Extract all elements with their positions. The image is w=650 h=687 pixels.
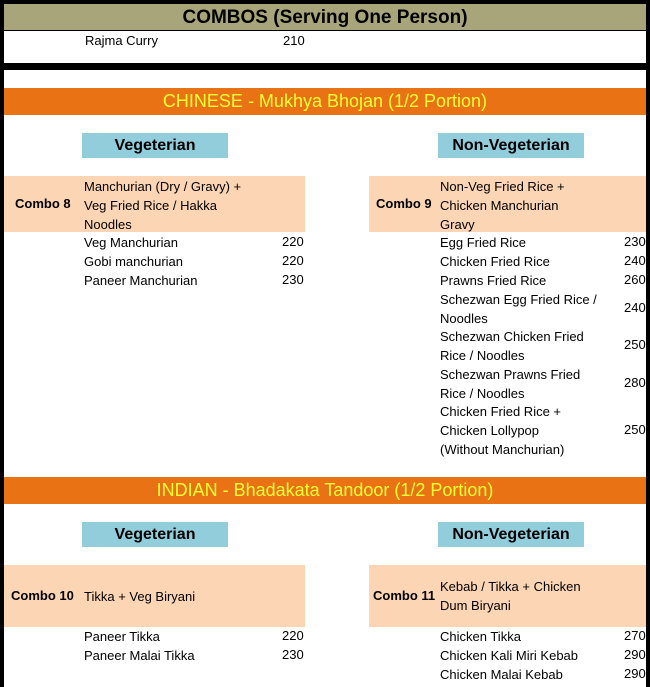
combos-header	[4, 4, 646, 31]
list-item-price: 270	[624, 628, 646, 643]
indian-header	[4, 477, 646, 504]
combo-10-label: Combo 10	[11, 588, 74, 603]
list-item-name: Paneer Manchurian	[84, 273, 198, 288]
indian-veg-label: Vegeterian	[82, 522, 228, 547]
combo-11-desc: Kebab / Tikka + Chicken Dum Biryani	[440, 579, 581, 613]
chinese-veg-label: Vegeterian	[82, 133, 228, 158]
list-item-name: Veg Manchurian	[84, 235, 178, 250]
chinese-nonveg-label: Non-Vegeterian	[438, 133, 584, 158]
rajma-panel	[4, 31, 646, 63]
list-item-price: 250	[624, 422, 646, 437]
list-item-name: Chicken Tikka	[440, 629, 521, 644]
combo-10-desc: Tikka + Veg Biryani	[84, 589, 196, 604]
list-item-price: 260	[624, 272, 646, 287]
list-item-price: 220	[282, 234, 304, 249]
list-item-price: 240	[624, 300, 646, 315]
chinese-header	[4, 88, 646, 115]
list-item-price: 220	[282, 628, 304, 643]
combo-8-desc: Manchurian (Dry / Gravy) + Veg Fried Rice / Hakka Noodles	[84, 179, 242, 232]
combo-9-desc: Non-Veg Fried Rice + Chicken Manchurian Gravy	[440, 179, 565, 232]
list-item-price: 290	[624, 647, 646, 662]
list-item-name: Chicken Fried Rice	[440, 254, 550, 269]
list-item-name: Schezwan Egg Fried Rice / Noodles	[440, 292, 597, 326]
combos-title: COMBOS (Serving One Person)	[182, 7, 468, 28]
indian-nonveg-label: Non-Vegeterian	[438, 522, 584, 547]
indian-title: INDIAN - Bhadakata Tandoor (1/2 Portion)	[156, 480, 494, 500]
list-item-price: 230	[282, 272, 304, 287]
list-item-price: 280	[624, 375, 646, 390]
combo-8-label: Combo 8	[15, 196, 71, 211]
list-item-price: 220	[282, 253, 304, 268]
list-item-name: Chicken Kali Miri Kebab	[440, 648, 579, 663]
list-item-price: 240	[624, 253, 646, 268]
list-item-name: Egg Fried Rice	[440, 235, 526, 250]
list-item-price: 290	[624, 666, 646, 681]
list-item-name: Paneer Tikka	[84, 629, 160, 644]
chinese-title: CHINESE - Mukhya Bhojan (1/2 Portion)	[162, 91, 488, 111]
list-item-price: 230	[282, 647, 304, 662]
list-item-name: Chicken Fried Rice + Chicken Lollypop (Without Manchurian)	[440, 404, 565, 457]
rajma-price: 210	[283, 33, 305, 48]
list-item-name: Gobi manchurian	[84, 254, 183, 269]
rajma-name: Rajma Curry	[85, 33, 158, 48]
list-item-name: Schezwan Prawns Fried Rice / Noodles	[440, 367, 581, 401]
list-item-name: Prawns Fried Rice	[440, 273, 547, 288]
combo-9-label: Combo 9	[376, 196, 432, 211]
combo-11-label: Combo 11	[373, 588, 436, 603]
list-item-price: 250	[624, 337, 646, 352]
list-item-price: 230	[624, 234, 646, 249]
list-item-name: Schezwan Chicken Fried Rice / Noodles	[440, 329, 584, 363]
list-item-name: Paneer Malai Tikka	[84, 648, 195, 663]
list-item-name: Chicken Malai Kebab	[440, 667, 563, 682]
